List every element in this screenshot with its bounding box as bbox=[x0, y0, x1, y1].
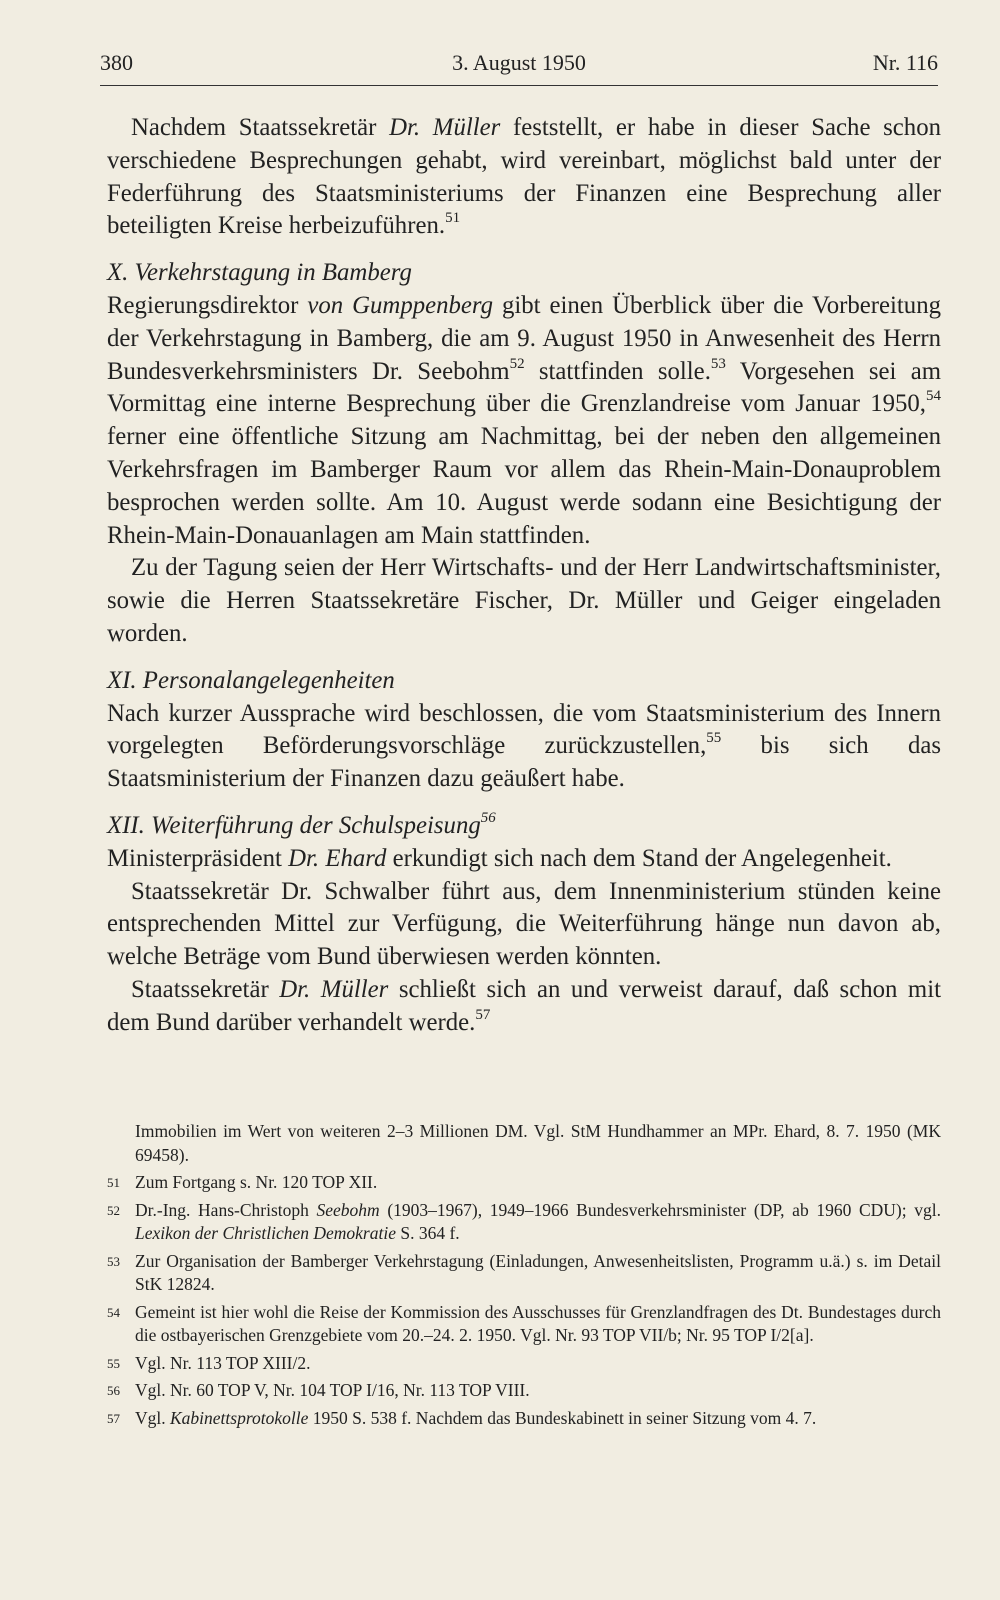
footnote-54: 54 Gemeint ist hier wohl die Reise der Kommission des Ausschusses für Grenzlandfragen des Dt. Bundestages durch die ostbayerischen Grenzgebiete vom 20.–24. 2. 1950. Vgl. Nr. 93 TOP VII/b; Nr. 95 TOP I/2[a]. bbox=[107, 1301, 941, 1345]
person-name: Dr. Müller bbox=[389, 114, 501, 141]
document-number: Nr. 116 bbox=[872, 50, 938, 75]
paragraph-x-1: Regierungsdirektor von Gumppenberg gibt einen Überblick über die Vorbereitung der Verkehrstagung in Bamberg, die am 9. August 1950 in Anwesenheit des Herrn Bundesverkehrsministers Dr. Seebohm$^{52}$ stattfinden solle.$^{53}$ Vorgesehen sei am Vormittag eine interne Besprechung über die Grenzlandreise vom Januar 1950,54 ferner eine öffentliche Sitzung am Nachmittag, bei der neben den allgemeinen Verkehrsfragen im Bamberger Raum vor allem das Rhein-Main-Donauproblem besprochen werden sollte. Am 10. August werde sodann eine Besichtigung der Rhein-Main-Donauanlagen am Main stattfinden. bbox=[107, 291, 941, 549]
paragraph-x-2: Zu der Tagung seien der Herr Wirtschafts- und der Herr Landwirtschaftsminister, sowie die Herren Staatssekretäre Fischer, Dr. Müller und Geiger eingeladen worden. bbox=[107, 554, 941, 647]
footnote-ref: 56 bbox=[480, 809, 496, 826]
footnote-57: 57 Vgl. Kabinettsprotokolle 1950 S. 538 f. Nachdem das Bundeskabinett in seiner Sitzung vom 4. 7. bbox=[107, 1407, 817, 1428]
header-date: 3. August 1950 bbox=[452, 50, 586, 75]
footnote-ref: 57 bbox=[475, 1006, 491, 1023]
paragraph-xii-2: Staatssekretär Dr. Schwalber führt aus, dem Innenministerium stünden keine entsprechenden Mittel zur Verfügung, die Weiterführung hänge nun davon ab, welche Beträge vom Bund überwiesen werden könnten. bbox=[107, 877, 941, 971]
header-rule bbox=[100, 85, 938, 86]
person-name: Dr. Ehard bbox=[288, 844, 387, 872]
person-name: Dr. Müller bbox=[279, 975, 389, 1003]
footnote-ref: 53 bbox=[710, 355, 726, 372]
paragraph-xii-3: Staatssekretär Dr. Müller schließt sich an und verweist darauf, daß schon mit dem Bund darüber verhandelt werde.$^{57}$ bbox=[107, 975, 941, 1036]
footnote-56: 56 Vgl. Nr. 60 TOP V, Nr. 104 TOP I/16, Nr. 113 TOP VIII. bbox=[107, 1380, 530, 1400]
footnote-52: 52 Dr.-Ing. Hans-Christoph Seebohm (1903–1967), 1949–1966 Bundesverkehrsminister (DP, ab 1960 CDU); vgl. Lexikon der Christlichen Demokratie S. 364 f. bbox=[107, 1199, 941, 1243]
footnote-ref: 51 bbox=[445, 210, 461, 227]
footnote-ref: 55 bbox=[706, 730, 722, 747]
paragraph-ix-end: Nachdem Staatssekretär Dr. Müller feststellt, er habe in dieser Sache schon verschiedene Besprechungen gehabt, wird vereinbart, möglichst bald unter der Federführung des Staatsministeriums der Finanzen eine Besprechung aller beteiligten Kreise herbeizuführen.$^{51}$ bbox=[107, 114, 941, 240]
paragraph-xi-1: Nach kurzer Aussprache wird beschlossen, die vom Staatsministerium des Innern vorgelegten Beförderungsvorschläge zurückzustellen,$^{55}$ bis sich das Staatsministerium der Finanzen dazu geäußert habe. bbox=[107, 699, 941, 793]
footnote-continuation: Immobilien im Wert von weiteren 2–3 Millionen DM. Vgl. StM Hundhammer an MPr. Ehard, 8. 7. 1950 (MK 69458). bbox=[135, 1121, 941, 1165]
section-heading-xii: XII. Weiterführung der Schulspeisung$^{56}$ bbox=[107, 809, 496, 839]
section-heading-x: X. Verkehrstagung in Bamberg bbox=[107, 259, 412, 287]
footnote-53: 53 Zur Organisation der Bamberger Verkehrstagung (Einladungen, Anwesenheitslisten, Programm u.ä.) s. im Detail StK 12824. bbox=[107, 1250, 941, 1294]
main-text bbox=[107, 112, 941, 1040]
footnotes bbox=[107, 1120, 941, 1434]
footnote-ref: 54 bbox=[926, 388, 941, 405]
footnote-ref: 52 bbox=[509, 355, 525, 372]
footnote-55: 55 Vgl. Nr. 113 TOP XIII/2. bbox=[107, 1352, 311, 1373]
footnote-51: 51 Zum Fortgang s. Nr. 120 TOP XII. bbox=[107, 1172, 378, 1192]
section-heading-xi: XI. Personalangelegenheiten bbox=[107, 666, 395, 694]
paragraph-xii-1: Ministerpräsident Dr. Ehard erkundigt sich nach dem Stand der Angelegenheit. bbox=[107, 844, 892, 872]
running-header bbox=[100, 50, 938, 78]
person-name: von Gumppenberg bbox=[307, 291, 494, 319]
page-number: 380 bbox=[100, 50, 133, 75]
